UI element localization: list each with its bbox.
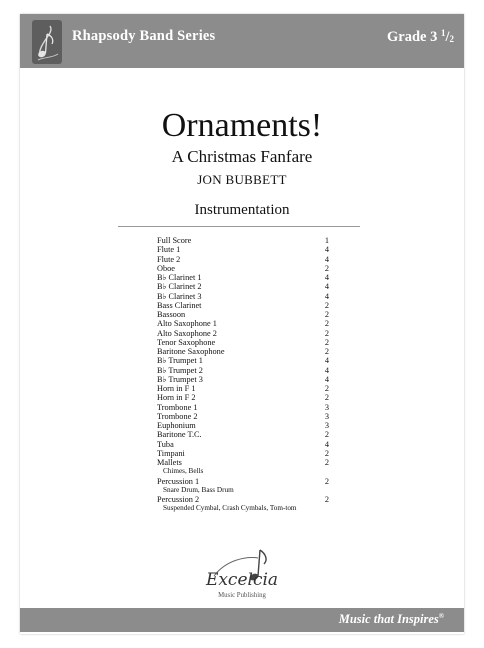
instrument-name: Oboe	[157, 263, 175, 273]
instrument-row	[157, 384, 329, 393]
instrument-name: B♭ Clarinet 1	[157, 273, 202, 282]
instrument-row	[157, 375, 329, 384]
instrument-name: Horn in F 2	[157, 393, 196, 403]
publisher-name: Excelcia	[205, 570, 279, 590]
instrument-quantity: 2	[324, 458, 329, 467]
instrument-name: Percussion 2	[157, 495, 200, 504]
instrument-name: Tuba	[157, 439, 174, 449]
instrument-quantity: 2	[324, 337, 329, 347]
piece-title: Ornaments!	[161, 107, 323, 144]
instrument-name: Mallets	[157, 458, 182, 467]
instrument-name: Trombone 2	[157, 411, 198, 421]
instrument-quantity: 1	[324, 236, 329, 245]
grade-label: Grade 3	[387, 29, 438, 45]
instrument-quantity: 3	[324, 411, 329, 421]
instrumentation-heading: Instrumentation	[194, 202, 290, 218]
piece-subtitle: A Christmas Fanfare	[171, 147, 313, 166]
publisher-subtitle: Music Publishing	[218, 592, 266, 599]
instrument-quantity: 3	[324, 421, 329, 430]
instrument-row	[157, 458, 329, 467]
instrument-quantity: 3	[324, 402, 329, 412]
instrument-name: B♭ Trumpet 3	[157, 374, 203, 384]
instrument-row	[157, 236, 329, 245]
instrument-row	[157, 430, 329, 439]
instrument-name: Flute 2	[157, 254, 181, 264]
instrument-name: Bass Clarinet	[157, 300, 202, 310]
instrument-row	[157, 356, 329, 365]
instrument-name: B♭ Trumpet 2	[157, 365, 203, 375]
instrument-quantity: 2	[324, 347, 329, 356]
instrument-row	[157, 301, 329, 310]
instrument-row	[157, 310, 329, 319]
grade-fraction-denominator: 2	[449, 34, 454, 44]
trademark-mark: ®	[438, 612, 444, 620]
instrument-quantity: 4	[324, 254, 329, 264]
grade-fraction-numerator: 1	[440, 28, 446, 38]
instrumentation-list	[157, 236, 329, 514]
instrument-row	[157, 282, 329, 291]
instrument-quantity: 4	[324, 365, 329, 375]
instrument-name: Flute 1	[157, 245, 181, 255]
instrument-name: Tenor Saxophone	[157, 337, 216, 347]
instrument-row	[157, 347, 329, 356]
instrument-name: Percussion 1	[157, 476, 200, 486]
instrument-quantity: 2	[324, 300, 329, 310]
instrument-row	[157, 292, 329, 301]
instrument-name: Full Score	[157, 236, 192, 245]
instrument-row	[157, 440, 329, 449]
instrument-name: Alto Saxophone 1	[157, 319, 217, 329]
instrument-row	[157, 393, 329, 402]
instrument-quantity: 2	[324, 495, 329, 504]
instrument-name: Euphonium	[157, 421, 196, 430]
instrument-note: Chimes, Bells	[163, 467, 204, 476]
instrument-note: Snare Drum, Bass Drum	[163, 485, 234, 494]
publisher-logo	[196, 546, 288, 610]
instrument-quantity: 4	[324, 273, 329, 282]
instrument-row	[157, 329, 329, 338]
instrument-note: Suspended Cymbal, Crash Cymbals, Tom-tom	[163, 504, 297, 513]
instrument-row	[157, 264, 329, 273]
instrument-quantity: 2	[324, 310, 329, 319]
tagline	[339, 612, 444, 627]
instrument-quantity: 4	[324, 374, 329, 384]
tagline-text: Music that Inspires	[338, 612, 439, 627]
series-header-band	[20, 14, 464, 68]
instrument-name: Timpani	[157, 448, 185, 458]
instrument-row	[157, 319, 329, 328]
instrument-row	[157, 477, 329, 486]
grade-level: Grade 3 $^1/_2$	[387, 28, 454, 45]
instrument-quantity: 4	[324, 291, 329, 301]
instrument-quantity: 2	[324, 476, 329, 486]
instrument-row	[157, 495, 329, 504]
series-name: Rhapsody Band Series	[72, 28, 216, 44]
instrument-quantity: 4	[324, 282, 329, 292]
instrument-row	[157, 366, 329, 375]
instrument-name: Baritone T.C.	[157, 430, 202, 440]
instrument-name: B♭ Clarinet 2	[157, 282, 202, 292]
instrument-name: Trombone 1	[157, 402, 198, 412]
instrument-name: Baritone Saxophone	[157, 347, 225, 356]
instrument-quantity: 2	[324, 263, 329, 273]
instrument-quantity: 2	[324, 448, 329, 458]
instrument-quantity: 2	[324, 319, 329, 329]
instrument-name: Horn in F 1	[157, 384, 196, 393]
instrument-row	[157, 245, 329, 254]
instrument-row	[157, 403, 329, 412]
score-cover	[20, 14, 464, 634]
instrument-row	[157, 273, 329, 282]
composer-name: JON BUBBETT	[197, 172, 287, 187]
instrument-quantity: 2	[324, 384, 329, 393]
instrument-quantity: 4	[324, 356, 329, 366]
instrument-name: B♭ Trumpet 1	[157, 356, 203, 366]
instrumentation-divider	[118, 226, 360, 227]
instrument-quantity: 4	[324, 439, 329, 449]
instrument-row	[157, 449, 329, 458]
instrument-name: Alto Saxophone 2	[157, 328, 217, 338]
instrument-quantity: 2	[324, 393, 329, 403]
instrument-name: Bassoon	[157, 310, 186, 319]
instrument-quantity: 4	[324, 245, 329, 255]
instrument-row	[157, 255, 329, 264]
instrument-name: B♭ Clarinet 3	[157, 291, 202, 301]
music-note-logo-icon	[32, 20, 62, 64]
instrument-row	[157, 421, 329, 430]
instrument-quantity: 2	[324, 328, 329, 338]
footer-band	[20, 608, 464, 632]
instrument-quantity: 2	[324, 430, 329, 440]
instrument-row	[157, 412, 329, 421]
instrument-row	[157, 338, 329, 347]
